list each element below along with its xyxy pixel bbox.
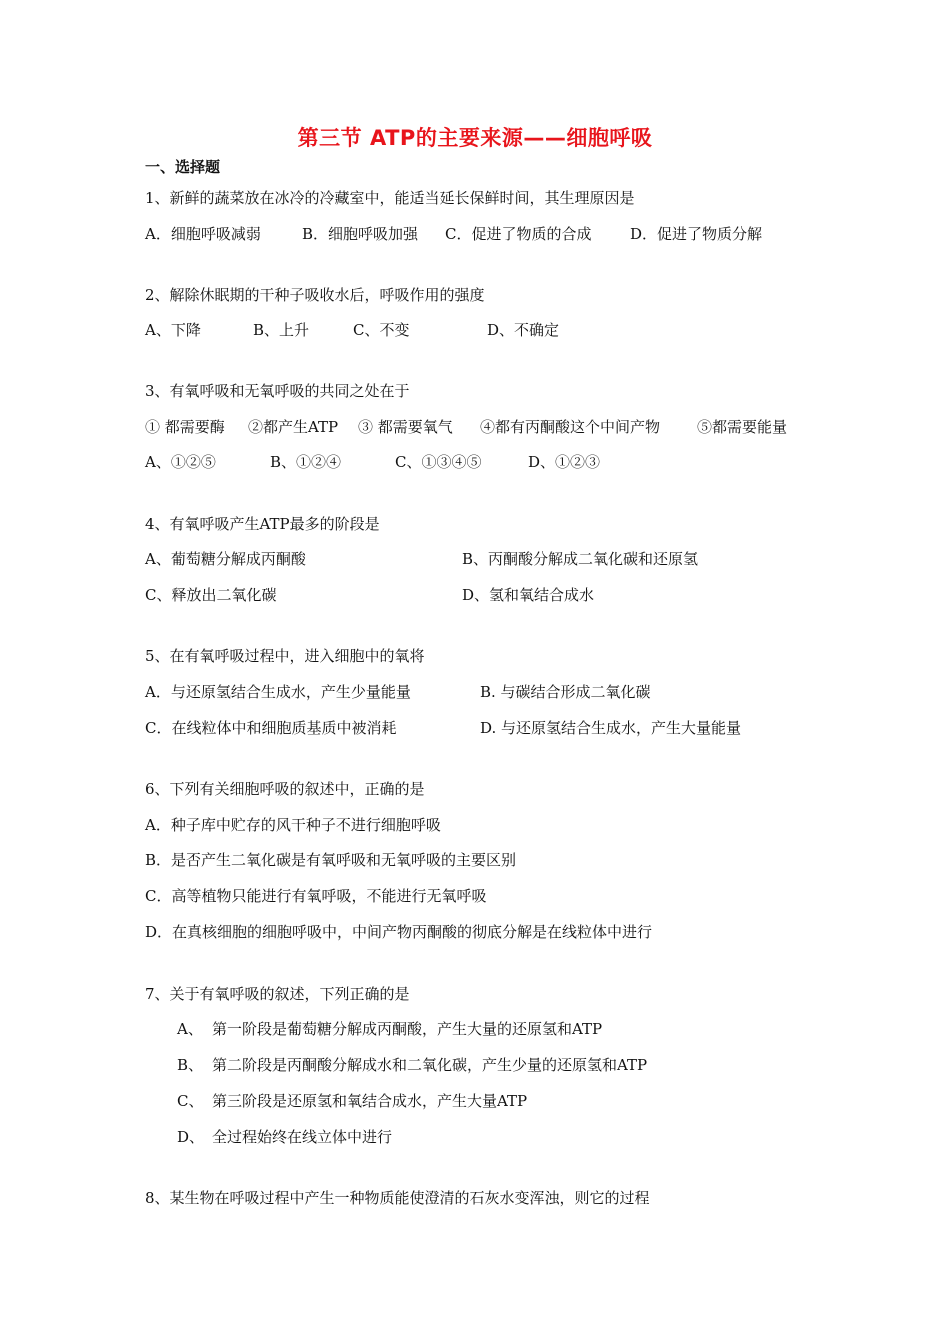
question-4-stem: 4、有氧呼吸产生ATP最多的阶段是	[145, 515, 380, 533]
question-3-option-b: B、①②④	[270, 453, 342, 471]
question-4-option-d: D、氢和氧结合成水	[462, 586, 595, 604]
question-3-option-d: D、①②③	[528, 453, 601, 471]
question-7-stem: 7、关于有氧呼吸的叙述，下列正确的是	[145, 985, 410, 1003]
question-3-statement-4: ④都有丙酮酸这个中间产物	[480, 418, 661, 436]
question-3-statement-5: ⑤都需要能量	[697, 418, 788, 436]
question-7-option-d: 全过程始终在线立体中进行	[212, 1128, 393, 1146]
question-2-stem: 2、解除休眠期的干种子吸收水后，呼吸作用的强度	[145, 286, 485, 304]
question-5-option-c: C．在线粒体中和细胞质基质中被消耗	[145, 719, 397, 737]
question-3-stem: 3、有氧呼吸和无氧呼吸的共同之处在于	[145, 382, 410, 400]
question-4-option-b: B、丙酮酸分解成二氧化碳和还原氢	[462, 550, 699, 568]
question-7-option-b: 第二阶段是丙酮酸分解成水和二氧化碳，产生少量的还原氢和ATP	[212, 1056, 648, 1074]
question-3-statement-2: ②都产生ATP	[248, 418, 339, 436]
question-7-option-c: 第三阶段是还原氢和氧结合成水，产生大量ATP	[212, 1092, 528, 1110]
question-6-stem: 6、下列有关细胞呼吸的叙述中，正确的是	[145, 780, 425, 798]
question-6-option-d: D．在真核细胞的细胞呼吸中，中间产物丙酮酸的彻底分解是在线粒体中进行	[145, 923, 653, 941]
question-1-option-a: A．细胞呼吸减弱	[145, 225, 261, 243]
question-1-option-c: C．促进了物质的合成	[445, 225, 592, 243]
question-4-option-c: C、释放出二氧化碳	[145, 586, 277, 604]
question-7-label-d: D、	[177, 1128, 205, 1146]
question-1-option-b: B．细胞呼吸加强	[302, 225, 419, 243]
question-5-stem: 5、在有氧呼吸过程中，进入细胞中的氧将	[145, 647, 425, 665]
question-4-option-a: A、葡萄糖分解成丙酮酸	[145, 550, 306, 568]
question-1-option-d: D．促进了物质分解	[630, 225, 763, 243]
question-7-label-b: B、	[177, 1056, 204, 1074]
question-3-statement-1: ① 都需要酶	[145, 418, 225, 436]
page-title: 第三节 ATP的主要来源——细胞呼吸	[297, 126, 653, 150]
question-3-statement-3: ③ 都需要氧气	[358, 418, 453, 436]
question-2-option-d: D、不确定	[487, 321, 560, 339]
question-7-label-c: C、	[177, 1092, 204, 1110]
question-5-option-d: D. 与还原氢结合生成水，产生大量能量	[480, 719, 742, 737]
section-heading: 一、选择题	[145, 158, 221, 176]
question-3-option-c: C、①③④⑤	[395, 453, 482, 471]
question-2-option-a: A、下降	[145, 321, 201, 339]
question-5-option-a: A．与还原氢结合生成水，产生少量能量	[145, 683, 411, 701]
question-6-option-a: A．种子库中贮存的风干种子不进行细胞呼吸	[145, 816, 441, 834]
question-5-option-b: B. 与碳结合形成二氧化碳	[480, 683, 651, 701]
question-7-label-a: A、	[177, 1020, 203, 1038]
question-3-option-a: A、①②⑤	[145, 453, 216, 471]
question-2-option-b: B、上升	[253, 321, 310, 339]
question-8-stem: 8、某生物在呼吸过程中产生一种物质能使澄清的石灰水变浑浊，则它的过程	[145, 1189, 650, 1207]
question-6-option-b: B．是否产生二氧化碳是有氧呼吸和无氧呼吸的主要区别	[145, 851, 517, 869]
question-7-option-a: 第一阶段是葡萄糖分解成丙酮酸，产生大量的还原氢和ATP	[212, 1020, 603, 1038]
question-6-option-c: C．高等植物只能进行有氧呼吸，不能进行无氧呼吸	[145, 887, 487, 905]
question-2-option-c: C、不变	[353, 321, 410, 339]
question-1-stem: 1、新鲜的蔬菜放在冰冷的冷藏室中，能适当延长保鲜时间，其生理原因是	[145, 189, 635, 207]
